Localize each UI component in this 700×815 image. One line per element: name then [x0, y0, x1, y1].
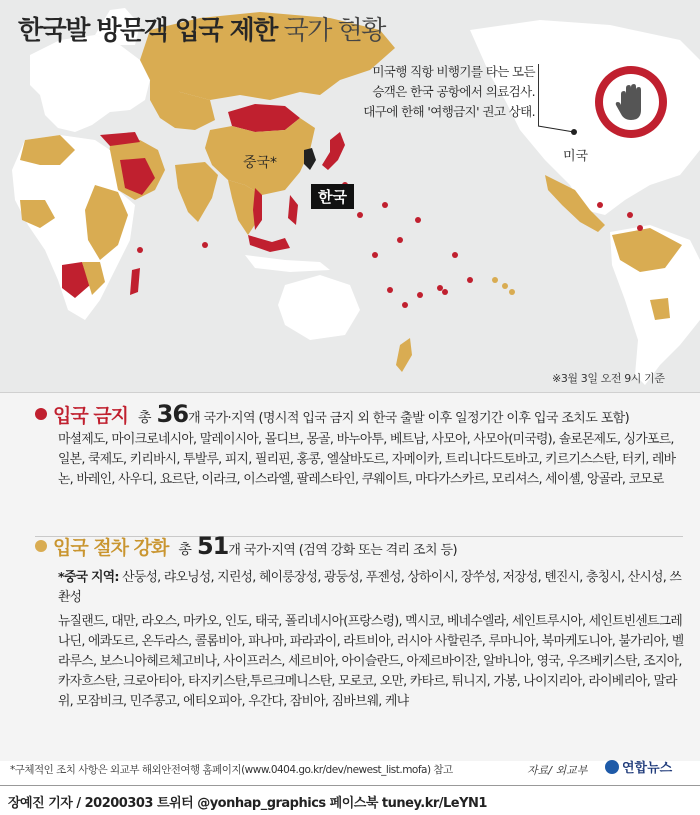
land-korea	[304, 148, 316, 170]
source: 자료/ 외교부	[527, 764, 588, 777]
land-madagascar	[130, 268, 140, 295]
map-label-china: 중국*	[243, 155, 278, 171]
logo-mark-icon	[605, 760, 619, 774]
land-new-zealand	[396, 338, 412, 372]
land-europe	[30, 35, 150, 132]
map-label-korea: 한국	[311, 184, 354, 209]
date-note: ※3월 3일 오전 9시 기준	[552, 372, 665, 385]
land-australia	[278, 275, 360, 340]
land-philippines	[288, 195, 298, 225]
ban-dot-icon	[35, 408, 47, 420]
ban-country-list: 마셜제도, 마이크로네시아, 말레이시아, 몰디브, 몽골, 바누아투, 베트남, 사모아, 사모아(미국령), 솔로몬제도, 싱가포르, 일본, 쿡제도, 키리바시, 투발루, 피지, 필리핀, 홍콩, 엘살바도르, 자메이카, 트리니다드토바고, 키르기스스탄, 터키, 레바논, 바레인, 사우디, 요르단, 이라크, 이스라엘, 팔레스타인, 쿠웨이트, 마다가스카르, 모리셔스, 세이셸, 앙골라, 코모로	[58, 432, 676, 487]
yonhap-logo: 연합뉴스	[605, 757, 672, 776]
land-malaysia	[248, 235, 290, 252]
map-label-us: 미국	[563, 149, 589, 164]
stop-hand-icon	[595, 66, 667, 138]
land-india	[175, 162, 218, 222]
land-japan	[322, 132, 345, 170]
us-note: 미국행 직항 비행기를 타는 모든 승객은 한국 공항에서 의료검사. 대구에 한해 '여행금지' 권고 상태.	[363, 64, 535, 119]
footnote: *구체적인 조치 사항은 외교부 해외안전여행 홈페이지(www.0404.go.kr/dev/newest_list.mofa) 참고	[10, 764, 453, 776]
china-region-list: *중국 지역: 산둥성, 랴오닝성, 지린성, 헤이룽장성, 광둥성, 푸젠성, 상하이시, 장쑤성, 저장성, 톈진시, 충칭시, 산시성, 쓰촨성	[58, 570, 682, 605]
restrict-country-list: 뉴질랜드, 대만, 라오스, 마카오, 인도, 태국, 폴리네시아(프랑스령), 멕시코, 베네수엘라, 세인트루시아, 세인트빈센트그레나딘, 에콰도르, 온두라스, 콜롬비아, 파나마, 파라과이, 라트비아, 러시아 사할린주, 루마니아, 북마케도니아, 불가리아, 벨라루스, 보스니아헤르체고비나, 사이프러스, 세르비아, 아이슬란드, 아제르바이잔, 알바니아, 영국, 우즈베키스탄, 조지아, 카자흐스탄, 크로아티아, 타지키스탄,투르크메니스탄, 모로코, 오만, 카타르, 튀니지, 가봉, 나이지리아, 라이베리아, 말라위, 모잠비크, 민주콩고, 에티오피아, 우간다, 잠비아, 짐바브웨, 케냐	[58, 614, 684, 709]
land-indonesia	[245, 255, 330, 272]
page-title: 한국발 방문객 입국 제한 국가 현황	[18, 16, 385, 46]
restrict-islands	[492, 277, 515, 295]
restrict-dot-icon	[35, 540, 47, 552]
note-divider	[538, 64, 539, 126]
restrict-header: 입국 절차 강화 총 51개 국가·지역 (검역 강화 또는 격리 조치 등)	[35, 532, 457, 560]
map-panel	[0, 0, 700, 392]
byline: 장예진 기자 / 20200303 트위터 @yonhap_graphics 페이스북 tuney.kr/LeYN1	[0, 785, 700, 815]
ban-header: 입국 금지 총 36개 국가·지역 (명시적 입국 금지 외 한국 출발 이후 일정기간 이후 입국 조치도 포함)	[35, 400, 629, 428]
